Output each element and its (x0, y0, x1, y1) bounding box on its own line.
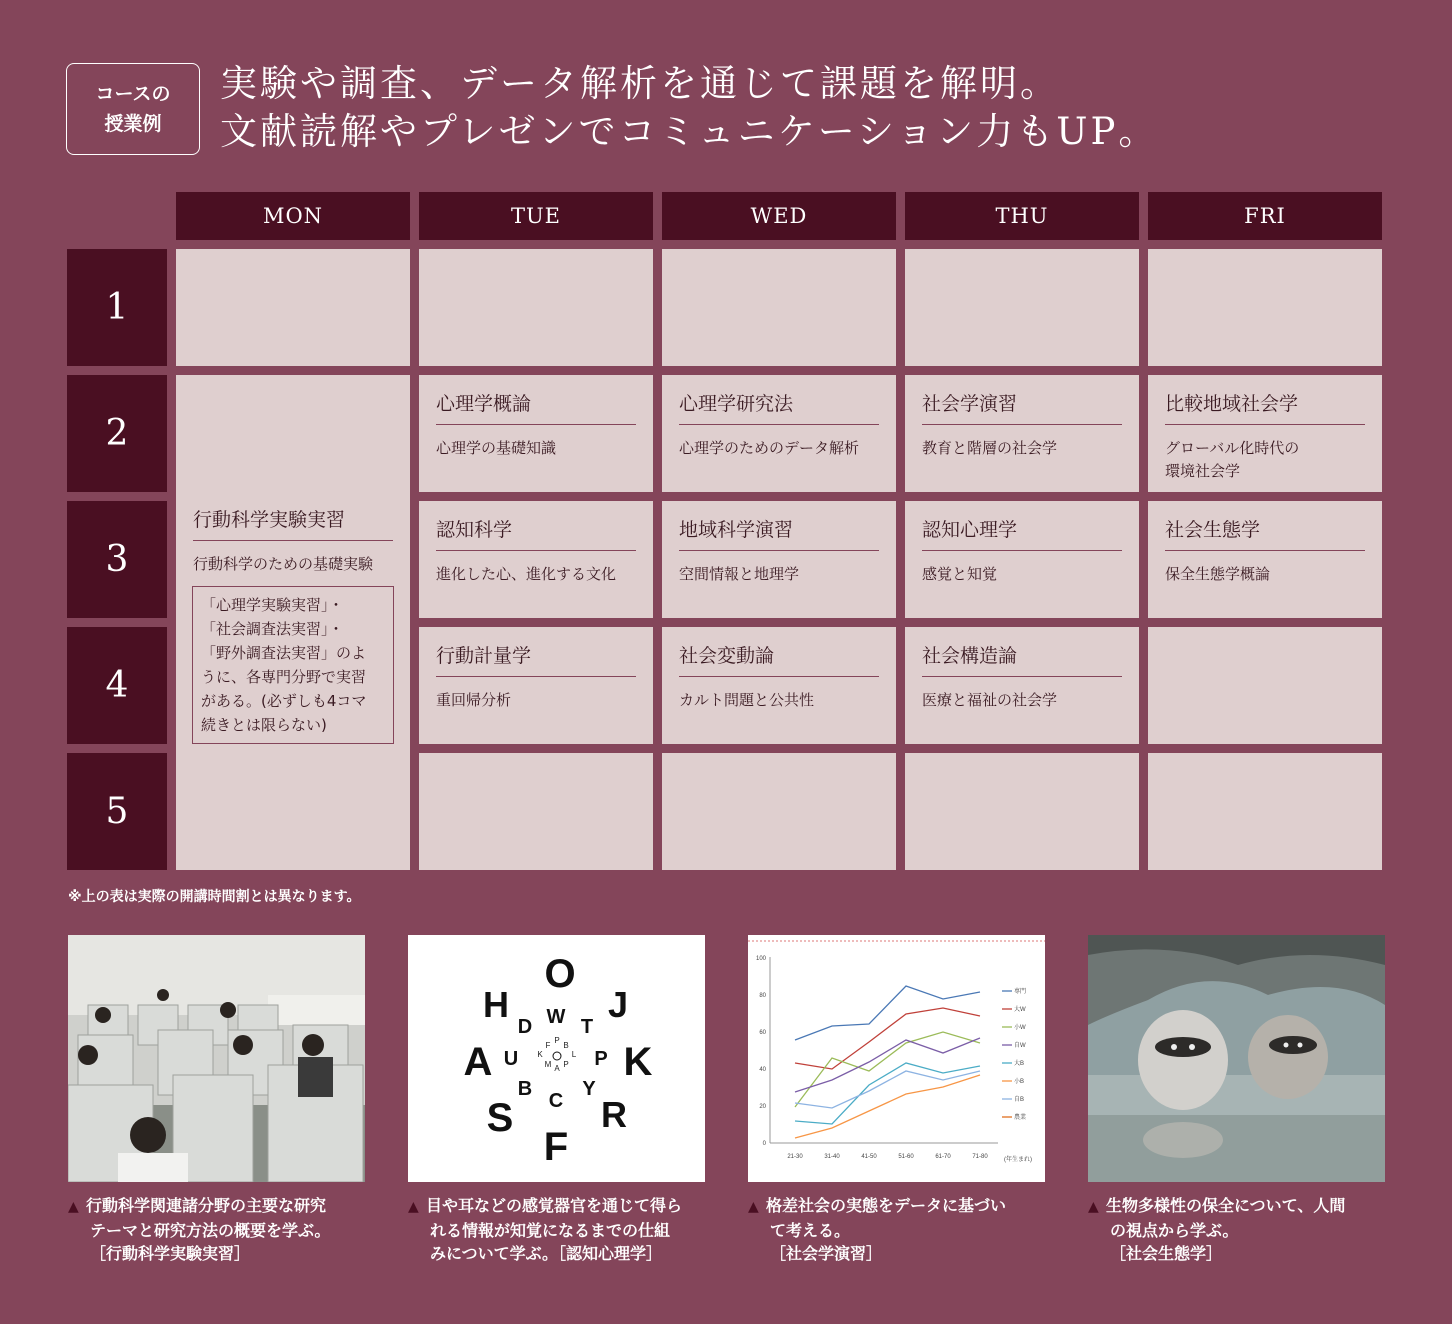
x-tick-label: 51-60 (898, 1154, 914, 1160)
cell-thu-1 (905, 249, 1139, 366)
cell-thu-5 (905, 753, 1139, 870)
svg-text:K: K (537, 1050, 543, 1059)
triangle-icon: ▲ (408, 1199, 419, 1215)
y-tick-label: 60 (759, 1030, 766, 1036)
course-title: 認知科学 (436, 515, 636, 551)
cell-wed-2 (662, 375, 896, 492)
caption-photo-3 (748, 1194, 1048, 1265)
caption-line: ［社会生態学］ (1110, 1244, 1223, 1263)
caption-line: の視点から学ぶ。 (1110, 1221, 1239, 1240)
cell-fri-5 (1148, 753, 1382, 870)
day-header-tue: TUE (419, 192, 653, 240)
legend-label: 大W (1014, 1007, 1026, 1013)
caption-line: ［行動科学実験実習］ (90, 1244, 251, 1263)
day-header-fri: FRI (1148, 192, 1382, 240)
chart-letter: K (623, 1040, 653, 1084)
course-title: 社会生態学 (1165, 515, 1365, 551)
legend-label: 農業 (1014, 1115, 1027, 1121)
cell-wed-4 (662, 627, 896, 744)
course-subtitle: 心理学のためのデータ解析 (679, 439, 860, 457)
svg-text:P: P (554, 1036, 560, 1045)
caption-line: 行動科学関連諸分野の主要な研究 (86, 1196, 327, 1215)
note-line: うに、各専門分野で実習 (201, 668, 367, 686)
cell-fri-4 (1148, 627, 1382, 744)
legend-label: 自B (1014, 1097, 1025, 1103)
course-subtitle (1165, 437, 1365, 483)
badge-line-2: 授業例 (104, 113, 162, 135)
chart-letter: J (607, 984, 629, 1025)
cell-mon-2-5 (176, 375, 410, 870)
headline (220, 60, 1158, 156)
legend-label: 小W (1014, 1025, 1026, 1031)
course-subtitle: 心理学の基礎知識 (436, 439, 557, 457)
x-tick-label: 21-30 (787, 1154, 803, 1160)
course-subtitle: 教育と階層の社会学 (922, 439, 1058, 457)
course-title: 行動計量学 (436, 641, 636, 677)
course-subtitle: 重回帰分析 (436, 691, 512, 709)
y-tick-label: 0 (762, 1141, 766, 1147)
headline-line-2: 文献読解やプレゼンでコミュニケーション力もUP。 (220, 110, 1159, 153)
course-subtitle: 医療と福祉の社会学 (922, 691, 1058, 709)
period-label-2: 2 (67, 375, 167, 492)
triangle-icon: ▲ (748, 1199, 759, 1215)
course-subtitle-line: 環境社会学 (1165, 462, 1241, 480)
period-label-1: 1 (67, 249, 167, 366)
cell-tue-3 (419, 501, 653, 618)
course-example-badge (66, 63, 200, 155)
chart-letter: F (543, 1125, 569, 1169)
caption-line: テーマと研究方法の概要を学ぶ。 (90, 1221, 331, 1240)
course-subtitle: 保全生態学概論 (1165, 565, 1271, 583)
chart-letter: Y (582, 1078, 596, 1100)
cell-wed-1 (662, 249, 896, 366)
course-title: 心理学研究法 (679, 389, 879, 425)
x-axis-suffix: (年生まれ) (1004, 1157, 1032, 1163)
svg-text:F: F (545, 1041, 551, 1050)
course-title: 行動科学実験実習 (193, 505, 393, 541)
cell-tue-2 (419, 375, 653, 492)
caption-line: 目や耳などの感覚器官を通じて得ら (426, 1196, 683, 1215)
legend-label: 自W (1014, 1043, 1026, 1049)
chart-letter: U (503, 1048, 519, 1070)
course-subtitle: カルト問題と公共性 (679, 691, 815, 709)
caption-line: ［社会学演習］ (770, 1244, 883, 1263)
chart-letter: B (517, 1078, 533, 1100)
cell-tue-1 (419, 249, 653, 366)
y-tick-label: 20 (759, 1104, 766, 1110)
svg-text:A: A (554, 1064, 560, 1073)
cell-tue-4 (419, 627, 653, 744)
course-title: 社会学演習 (922, 389, 1122, 425)
note-line: 続きとは限らない) (201, 716, 327, 734)
caption-line: みについて学ぶ。［認知心理学］ (430, 1244, 663, 1263)
period-label-3: 3 (67, 501, 167, 618)
photo-line-chart (748, 935, 1045, 1182)
chart-letter: O (544, 952, 576, 996)
chart-letter: W (546, 1006, 566, 1028)
chart-letter: H (483, 984, 509, 1025)
course-subtitle: 行動科学のための基礎実験 (193, 555, 374, 573)
photo-letter-chart (408, 935, 705, 1182)
caption-photo-1 (68, 1194, 368, 1265)
cell-thu-4 (905, 627, 1139, 744)
x-tick-label: 31-40 (824, 1154, 840, 1160)
triangle-icon: ▲ (68, 1199, 79, 1215)
caption-photo-4 (1088, 1194, 1388, 1265)
x-tick-label: 71-80 (972, 1154, 988, 1160)
course-title: 認知心理学 (922, 515, 1122, 551)
cell-mon-1 (176, 249, 410, 366)
svg-text:L: L (571, 1050, 577, 1059)
legend-label: 小B (1014, 1079, 1025, 1085)
chart-letter: D (517, 1016, 533, 1038)
cell-fri-1 (1148, 249, 1382, 366)
day-header-thu: THU (905, 192, 1139, 240)
y-tick-label: 100 (755, 956, 766, 962)
caption-line: れる情報が知覚になるまでの仕組 (430, 1221, 671, 1240)
cell-wed-5 (662, 753, 896, 870)
triangle-icon: ▲ (1088, 1199, 1099, 1215)
cell-fri-2 (1148, 375, 1382, 492)
chart-letter: R (601, 1094, 627, 1135)
headline-line-1: 実験や調査、データ解析を通じて課題を解明。 (220, 62, 1060, 105)
legend-label: 専門 (1014, 989, 1027, 995)
cell-tue-5 (419, 753, 653, 870)
note-line: 「社会調査法実習」・ (201, 620, 344, 638)
svg-text:M: M (544, 1060, 552, 1069)
x-tick-label: 41-50 (861, 1154, 877, 1160)
note-line: 「野外調査法実習」のよ (201, 644, 367, 662)
cell-thu-2 (905, 375, 1139, 492)
chart-letter: A (463, 1040, 493, 1084)
course-subtitle: 空間情報と地理学 (679, 565, 800, 583)
timetable-footnote: ※上の表は実際の開講時間割とは異なります。 (68, 889, 361, 905)
chart-letter: P (594, 1048, 608, 1070)
note-line: 「心理学実験実習」・ (201, 596, 344, 614)
caption-line: て考える。 (770, 1221, 851, 1240)
chart-letter: C (548, 1090, 564, 1112)
day-header-wed: WED (662, 192, 896, 240)
course-title: 社会構造論 (922, 641, 1122, 677)
svg-text:B: B (563, 1041, 569, 1050)
course-subtitle: 感覚と知覚 (922, 565, 998, 583)
chart-letter: S (486, 1096, 514, 1140)
y-tick-label: 80 (759, 993, 766, 999)
course-title: 社会変動論 (679, 641, 879, 677)
caption-photo-2 (408, 1194, 708, 1265)
course-title: 地域科学演習 (679, 515, 879, 551)
photo-raccoons (1088, 935, 1385, 1182)
caption-line: 格差社会の実態をデータに基づい (766, 1196, 1007, 1215)
course-subtitle: 進化した心、進化する文化 (436, 565, 617, 583)
course-subtitle-line: グローバル化時代の (1165, 439, 1300, 457)
svg-text:P: P (563, 1060, 569, 1069)
period-label-4: 4 (67, 627, 167, 744)
note-line: がある。(必ずしも4コマ (201, 692, 367, 710)
practicum-note (192, 586, 394, 744)
photo-behavior-lab (68, 935, 365, 1182)
day-header-mon: MON (176, 192, 410, 240)
x-tick-label: 61-70 (935, 1154, 951, 1160)
legend-label: 大B (1014, 1061, 1025, 1067)
cell-wed-3 (662, 501, 896, 618)
course-mon-block (193, 505, 393, 576)
badge-line-1: コースの (95, 83, 171, 105)
course-title: 比較地域社会学 (1165, 389, 1365, 425)
cell-fri-3 (1148, 501, 1382, 618)
cell-thu-3 (905, 501, 1139, 618)
period-label-5: 5 (67, 753, 167, 870)
caption-line: 生物多様性の保全について、人間 (1106, 1196, 1346, 1215)
y-tick-label: 40 (759, 1067, 766, 1073)
chart-letter: T (580, 1016, 594, 1038)
course-title: 心理学概論 (436, 389, 636, 425)
